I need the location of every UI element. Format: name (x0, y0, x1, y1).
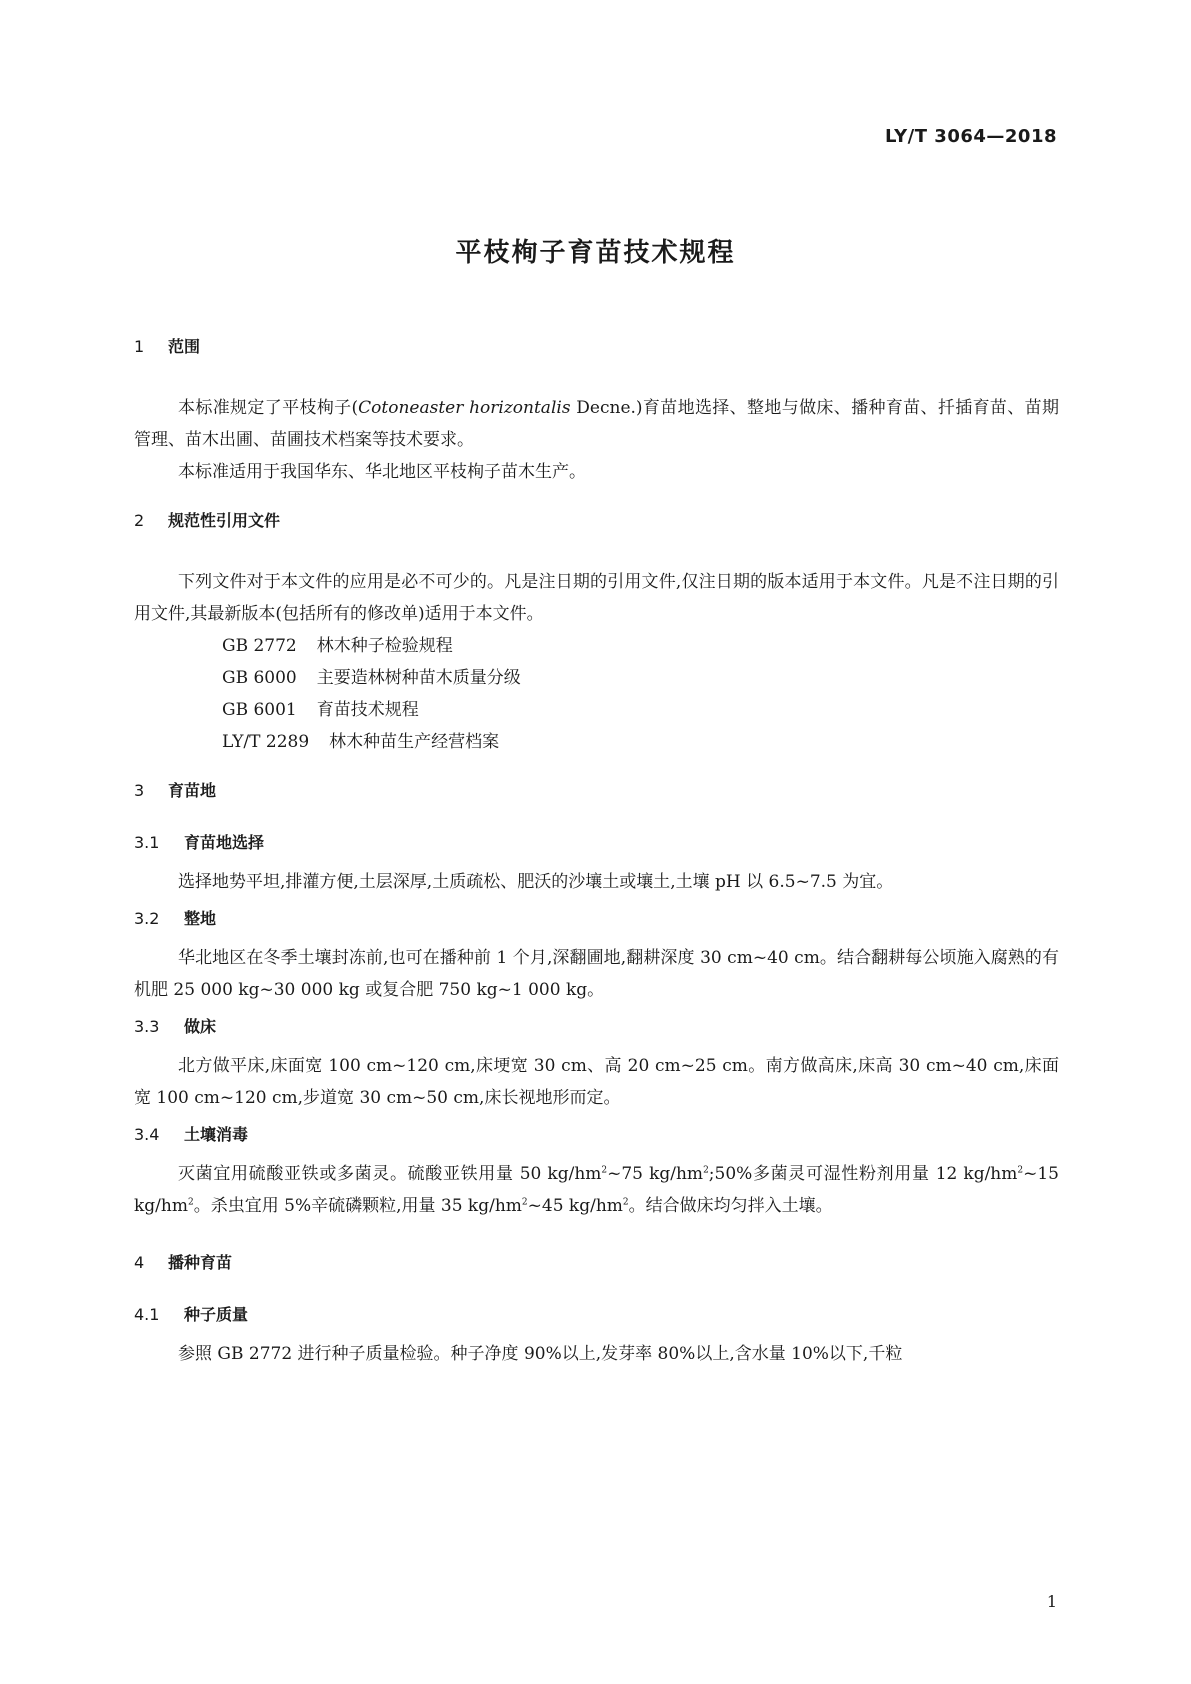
text-run: ~75 kg/hm (607, 1164, 704, 1184)
section-number: 2 (134, 511, 145, 530)
scope-paragraph-2: 本标准适用于我国华东、华北地区平枝栒子苗木生产。 (178, 462, 586, 482)
reference-code: GB 6000 (222, 668, 297, 688)
superscript: 2 (703, 1165, 709, 1176)
subsection-title: 土壤消毒 (184, 1125, 249, 1144)
text-run: ~15 kg/hm (134, 1164, 1060, 1216)
subsection-number: 3.3 (134, 1017, 160, 1036)
page-number: 1 (1046, 1592, 1057, 1611)
reference-name: 林木种苗生产经营档案 (329, 732, 500, 752)
section-number: 1 (134, 337, 145, 356)
text-run: 本标准规定了平枝栒子( (178, 398, 359, 418)
subsection-3-1-heading (134, 832, 1059, 854)
subsection-number: 3.4 (134, 1125, 160, 1144)
superscript: 2 (1017, 1165, 1024, 1176)
section-number: 3 (134, 781, 145, 800)
subsection-3-3-paragraph: 北方做平床,床面宽 100 cm~120 cm,床埂宽 30 cm、高 20 cm~25 cm。南方做高床,床高 30 cm~40 cm,床面宽 100 cm~120 cm,步道宽 30 cm~50 cm,床长视地形而定。 (134, 1056, 1059, 1108)
subsection-title: 做床 (184, 1017, 217, 1036)
subsection-number: 3.2 (134, 909, 160, 928)
subsection-3-2-paragraph: 华北地区在冬季土壤封冻前,也可在播种前 1 个月,深翻圃地,翻耕深度 30 cm~40 cm。结合翻耕每公顷施入腐熟的有机肥 25 000 kg~30 000 kg 或复合肥 750 kg~1 000 kg。 (134, 948, 1059, 1000)
section-title: 范围 (168, 337, 201, 356)
subsection-title: 整地 (184, 909, 217, 928)
section-1-heading (134, 336, 1059, 358)
text-run: Decne.)育苗地选择、整地与做床、播种育苗、扦插育苗、苗期管理、苗木出圃、苗圃技术档案等技术要求。 (134, 398, 1059, 450)
reference-item (134, 630, 1059, 662)
subsection-number: 4.1 (134, 1305, 160, 1324)
standard-code: LY/T 3064—2018 (884, 126, 1057, 147)
section-title: 规范性引用文件 (168, 511, 281, 530)
reference-code: LY/T 2289 (222, 732, 310, 752)
subsection-3-4-paragraph (134, 1158, 1059, 1222)
subsection-4-1-paragraph: 参照 GB 2772 进行种子质量检验。种子净度 90%以上,发芽率 80%以上,含水量 10%以下,千粒 (178, 1344, 903, 1364)
text-run: 。杀虫宜用 5%辛硫磷颗粒,用量 35 kg/hm (193, 1196, 522, 1216)
document-body (134, 336, 1059, 1370)
reference-item (134, 662, 1059, 694)
text-run: 。结合做床均匀拌入土壤。 (628, 1196, 833, 1216)
subsection-4-1-heading (134, 1304, 1059, 1326)
references-intro: 下列文件对于本文件的应用是必不可少的。凡是注日期的引用文件,仅注日期的版本适用于本文件。凡是不注日期的引用文件,其最新版本(包括所有的修改单)适用于本文件。 (134, 572, 1059, 624)
subsection-3-3-heading (134, 1016, 1059, 1038)
reference-item (134, 694, 1059, 726)
section-2-heading (134, 510, 1059, 532)
section-number: 4 (134, 1253, 145, 1272)
section-4-heading (134, 1252, 1059, 1274)
latin-name: Cotoneaster horizontalis (358, 398, 571, 418)
subsection-3-2-heading (134, 908, 1059, 930)
subsection-3-4-heading (134, 1124, 1059, 1146)
reference-name: 主要造林树种苗木质量分级 (316, 668, 521, 688)
subsection-3-1-paragraph: 选择地势平坦,排灌方便,土层深厚,土质疏松、肥沃的沙壤土或壤土,土壤 pH 以 6.5~7.5 为宜。 (178, 872, 894, 892)
section-3-heading (134, 780, 1059, 802)
section-title: 播种育苗 (168, 1253, 233, 1272)
subsection-title: 育苗地选择 (184, 833, 265, 852)
scope-paragraph-1 (134, 392, 1059, 456)
text-run: 灭菌宜用硫酸亚铁或多菌灵。硫酸亚铁用量 50 kg/hm (178, 1164, 602, 1184)
reference-name: 育苗技术规程 (316, 700, 419, 720)
reference-code: GB 2772 (222, 636, 297, 656)
text-run: ~45 kg/hm (527, 1196, 623, 1216)
subsection-title: 种子质量 (184, 1305, 249, 1324)
section-title: 育苗地 (168, 781, 217, 800)
superscript: 2 (521, 1197, 528, 1208)
reference-name: 林木种子检验规程 (316, 636, 453, 656)
superscript: 2 (601, 1165, 608, 1176)
superscript: 2 (622, 1197, 629, 1208)
reference-code: GB 6001 (222, 700, 297, 720)
document-title: 平枝栒子育苗技术规程 (455, 238, 736, 268)
reference-item (134, 726, 1059, 758)
text-run: ;50%多菌灵可湿性粉剂用量 12 kg/hm (708, 1164, 1018, 1184)
subsection-number: 3.1 (134, 833, 160, 852)
superscript: 2 (187, 1197, 194, 1208)
